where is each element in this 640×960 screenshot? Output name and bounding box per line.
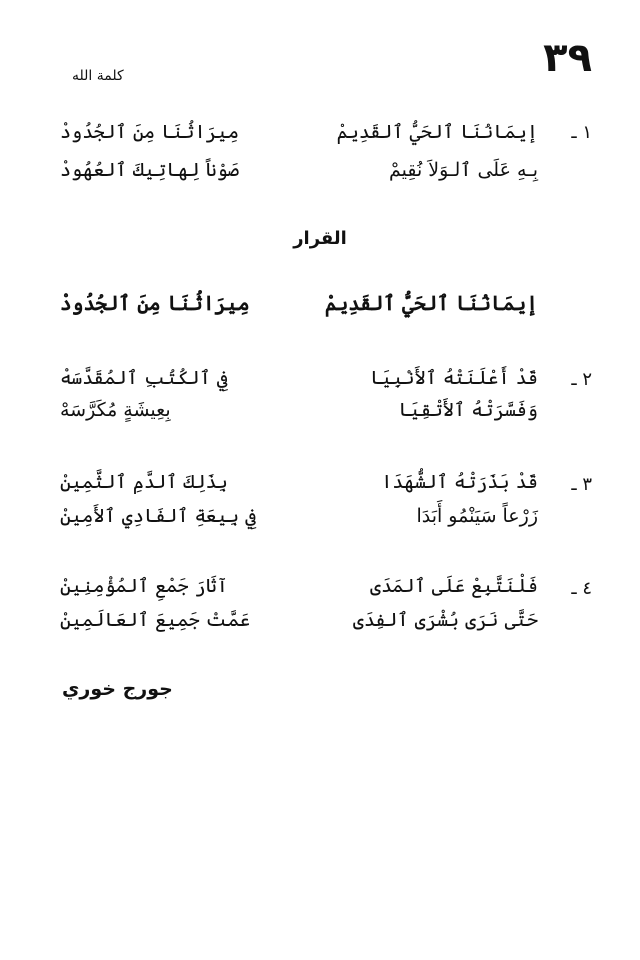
hemistich-first: إيمَانُنَا ٱلحَيُّ ٱلقَدِيمْ [336,121,538,143]
verse-line [60,606,538,634]
hemistich-first: فَلْنَتَّبِعْ عَلَى ٱلمَدَى [370,575,538,597]
author-name: جورج خوري [62,678,173,700]
hemistich-second: مِيرَاثُنَا مِنَ ٱلجُدُودْ [60,291,250,315]
hemistich-second: فِي ٱلكُتُبِ ٱلمُقَدَّسَهْ [60,367,228,389]
verse-number: ١ ـ [571,122,592,143]
hemistich-first: وَفَسَّرَتْهُ ٱلأَتْقِيَا [398,399,538,421]
refrain-line [60,288,538,318]
page-number: ٣٩ [543,35,592,81]
hemistich-first: إيمَانُنَا ٱلحَيُّ ٱلقَدِيمْ [324,291,538,315]
verse-line [60,502,538,530]
hemistich-first: بِـهِ عَلَى ٱلـوَلاَ نُقِيمْ [388,159,538,181]
hemistich-second: عَمَّتْ جَمِيعَ ٱلعَالَمِينْ [60,609,251,631]
verse-number: ٤ ـ [571,578,592,599]
hemistich-second: آثَارَ جَمْعِ ٱلمُؤْمِنِينْ [60,575,228,597]
book-title: كلمة الله [72,68,124,84]
hemistich-second: فِي بِيعَةِ ٱلفَادِي ٱلأَمِينْ [60,505,257,527]
verse-line [60,118,538,146]
hemistich-second: مِيرَاثُنَا مِنَ ٱلجُدُودْ [60,121,240,143]
verse-line [60,468,538,496]
verse-number: ٢ ـ [571,369,592,390]
verse-line [60,572,538,600]
verse-line [60,364,538,392]
hemistich-first: زَرْعاً سَيَنْمُو أَبَدَا [416,505,538,527]
hemistich-second: صَوْناً لِهاتِيكَ ٱلعُهُودْ [60,159,240,181]
hemistich-first: قَدْ بَذَرَتْهُ ٱلشُّهَدَا [381,471,538,493]
hemistich-first: قَدْ أَعْلَنَتْهُ ٱلأَنْبِيَا [370,367,538,389]
refrain-title: القرار [293,228,347,249]
hemistich-second: بِعِيشَةٍ مُكَرَّسَهْ [60,399,171,421]
verse-number: ٣ ـ [571,474,592,495]
verse-line [60,156,538,184]
hemistich-second: بِذَلِكَ ٱلدَّمِ ٱلثَّمِينْ [60,471,228,493]
hemistich-first: حَتَّى نَرَى بُشْرَى ٱلفِدَى [352,609,538,631]
verse-line [60,396,538,424]
